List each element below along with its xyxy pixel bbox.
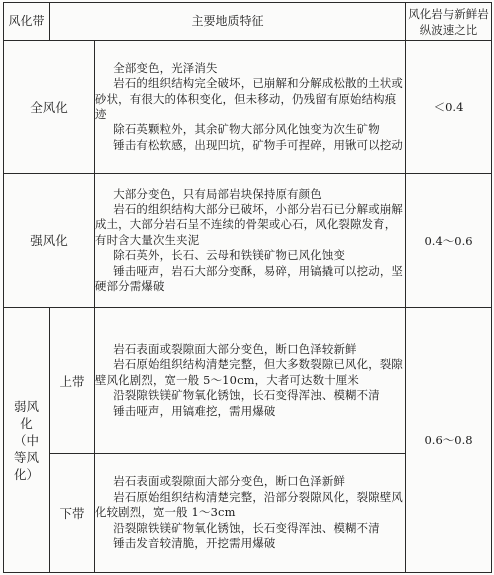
feature-line: 沿裂隙铁镁矿物氧化锈蚀，长石变得浑浊、模糊不清: [113, 520, 380, 535]
header-features: 主要地质特征: [50, 3, 406, 41]
features-weak-lower: [95, 454, 406, 573]
features-weak-upper: [95, 308, 406, 454]
ratio-strong: 0.4～0.6: [406, 174, 492, 308]
feature-line: 岩石的组织结构大部分已破坏，小部分岩石已分解或崩解成土，大部分岩石呈不连续的骨架或心石，风化裂隙发育，有时含大量次生夹泥: [95, 201, 404, 247]
feature-line: 锤击发音较清脆，开挖需用爆破: [113, 536, 276, 551]
features-full: [95, 41, 406, 174]
feature-line: 除石英颗粒外，其余矿物大部分风化蚀变为次生矿物: [113, 122, 380, 137]
row-full: [4, 41, 492, 174]
feature-line: 全部变色，光泽消失: [113, 60, 218, 75]
header-zone: 风化带: [4, 3, 50, 41]
header-ratio: 风化岩与新鲜岩纵波速之比: [406, 3, 492, 41]
ratio-weak: 0.6～0.8: [406, 308, 492, 573]
zone-strong: 强风化: [4, 174, 95, 308]
row-weak-upper: [4, 308, 492, 454]
feature-line: 锤击哑声，岩石大部分变酥，易碎，用镐撬可以挖动，坚硬部分需爆破: [95, 263, 404, 294]
ratio-full: ＜0.4: [406, 41, 492, 174]
feature-line: 岩石原始组织结构清楚完整，但大多数裂隙已风化，裂隙壁风化剧烈，宽一般 5～10cm，大者可达数十厘米: [95, 357, 404, 387]
feature-line: 沿裂隙铁镁矿物氧化锈蚀，长石变得浑浊、模糊不清: [113, 388, 380, 403]
feature-line: 锤击有松软感，出现凹坑，矿物手可捏碎，用锹可以挖动: [113, 137, 404, 152]
feature-line: 大部分变色，只有局部岩块保持原有颜色: [113, 186, 322, 201]
header-row: [4, 3, 492, 41]
weathering-zone-table: [3, 2, 492, 573]
zone-weak-label: 弱风化（中等风化）: [13, 398, 39, 482]
feature-line: 岩石表面或裂隙面大部分变色，断口色泽较新鲜: [113, 341, 357, 356]
feature-line: 岩石原始组织结构清楚完整，沿部分裂隙风化，裂隙壁风化较剧烈，宽一般 1～3cm: [95, 489, 404, 520]
zone-full: 全风化: [4, 41, 95, 174]
feature-line: 岩石的组织结构完全破坏，已崩解和分解成松散的土状或砂状，有很大的体积变化，但未移动，仍残留有原始结构痕迹: [95, 76, 404, 121]
feature-line: 锤击哑声，用镐难挖，需用爆破: [113, 403, 276, 418]
feature-line: 岩石表面或裂隙面大部分变色，断口色泽新鲜: [113, 474, 346, 489]
feature-line: 除石英外，长石、云母和铁镁矿物已风化蚀变: [113, 248, 346, 263]
zone-weak: [4, 308, 50, 573]
row-strong: [4, 174, 492, 308]
subzone-lower: 下带: [50, 454, 95, 573]
features-strong: [95, 174, 406, 308]
subzone-upper: 上带: [50, 308, 95, 454]
